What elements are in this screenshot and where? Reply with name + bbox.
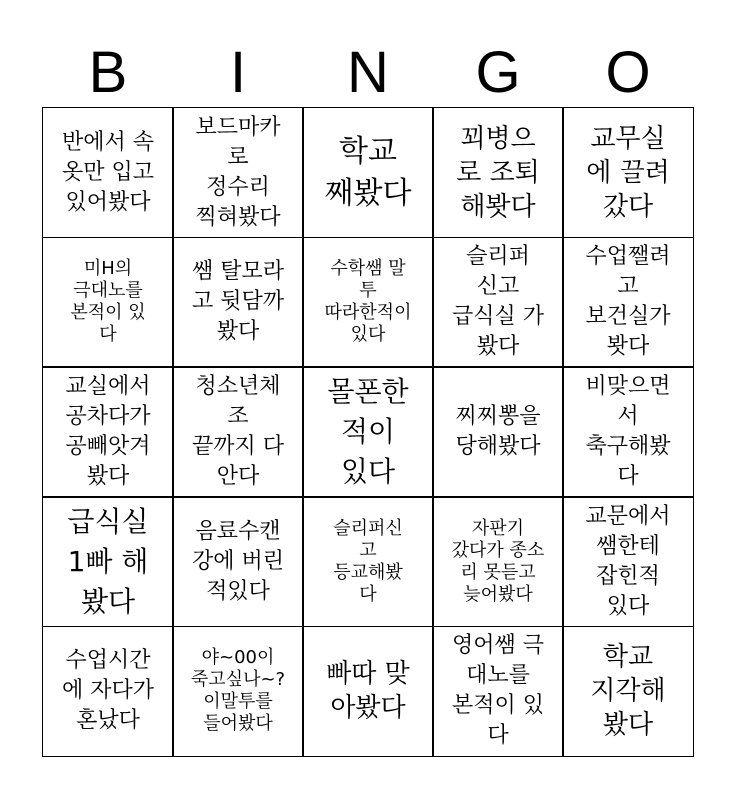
cell-text: 빠따 맞 아봤다 <box>326 659 410 724</box>
bingo-cell[interactable] <box>302 626 434 757</box>
cell-text: 몰폰한 적이 있다 <box>327 374 409 488</box>
bingo-cell[interactable] <box>562 366 694 497</box>
cell-text: 미H의 극대노를 본적이 있 다 <box>70 258 146 346</box>
bingo-cell[interactable] <box>302 107 434 238</box>
cell-text: 수학쌤 말 투 따라한적이 있다 <box>324 258 412 346</box>
cell-text: 학교 째봤다 <box>324 133 412 211</box>
bingo-cell[interactable] <box>172 626 304 757</box>
cell-text: 보드마카 로 정수리 찍혀봤다 <box>195 114 281 230</box>
cell-text: 쌤 탈모라 고 뒷담까 봤다 <box>191 259 284 345</box>
bingo-cell[interactable] <box>42 366 174 497</box>
bingo-cell[interactable] <box>302 496 434 627</box>
bingo-cell[interactable] <box>562 107 694 238</box>
cell-text: 청소년체 조 끝까지 다 안다 <box>191 373 284 489</box>
cell-text: 교실에서 공차다가 공빼앗겨 봤다 <box>65 373 151 489</box>
bingo-cell[interactable] <box>432 496 564 627</box>
header-letter-b: B <box>88 40 128 105</box>
bingo-cell[interactable] <box>432 107 564 238</box>
cell-text: 반에서 속 옷만 입고 있어봤다 <box>61 129 154 215</box>
cell-text: 자판기 갔다가 종소 리 못듣고 늦어봤다 <box>451 517 545 605</box>
bingo-cell[interactable] <box>172 496 304 627</box>
cell-text: 슬리퍼신 고 등교해봤 다 <box>333 517 403 605</box>
cell-text: 수업쨀려 고 보건실가 봣다 <box>585 244 671 360</box>
header-letter-n: N <box>347 40 389 105</box>
cell-text: 교문에서 쌤한테 잡힌적 있다 <box>585 503 671 619</box>
bingo-cell[interactable] <box>42 626 174 757</box>
bingo-cell[interactable] <box>432 237 564 368</box>
bingo-cell[interactable] <box>432 366 564 497</box>
bingo-cell[interactable] <box>562 626 694 757</box>
bingo-cell[interactable] <box>172 366 304 497</box>
cell-text: 학교 지각해 봤다 <box>590 642 666 741</box>
bingo-header <box>43 40 693 106</box>
cell-text: 슬리퍼 신고 급식실 가 봤다 <box>451 244 544 360</box>
cell-text: 비맞으면 서 축구해봤 다 <box>585 373 671 489</box>
bingo-grid <box>43 108 693 756</box>
cell-text: 영어쌤 극 대노를 본적이 있 다 <box>451 633 544 749</box>
cell-text: 꾀병으 로 조퇴 해봣다 <box>456 123 540 222</box>
bingo-cell[interactable] <box>42 496 174 627</box>
cell-text: 찌찌뽕을 당해봤다 <box>455 403 541 459</box>
bingo-cell[interactable] <box>562 496 694 627</box>
header-letter-o: O <box>605 40 651 105</box>
bingo-cell[interactable] <box>432 626 564 757</box>
header-letter-i: I <box>229 40 247 105</box>
cell-text: 교무실 에 끌려 갔다 <box>586 123 670 222</box>
bingo-cell[interactable] <box>42 237 174 368</box>
cell-text: 야~00이 죽고싶나~? 이말투를 들어봤다 <box>190 647 286 735</box>
bingo-cell[interactable] <box>562 237 694 368</box>
cell-text: 급식실 1빠 해 봤다 <box>67 504 149 618</box>
bingo-cell[interactable] <box>302 366 434 497</box>
bingo-cell[interactable] <box>302 237 434 368</box>
bingo-cell[interactable] <box>42 107 174 238</box>
bingo-cell[interactable] <box>172 107 304 238</box>
header-letter-g: G <box>475 40 521 105</box>
cell-text: 수업시간 에 자다가 혼났다 <box>61 648 154 734</box>
cell-text: 음료수캔 강에 버린 적있다 <box>191 518 284 604</box>
bingo-cell[interactable] <box>172 237 304 368</box>
